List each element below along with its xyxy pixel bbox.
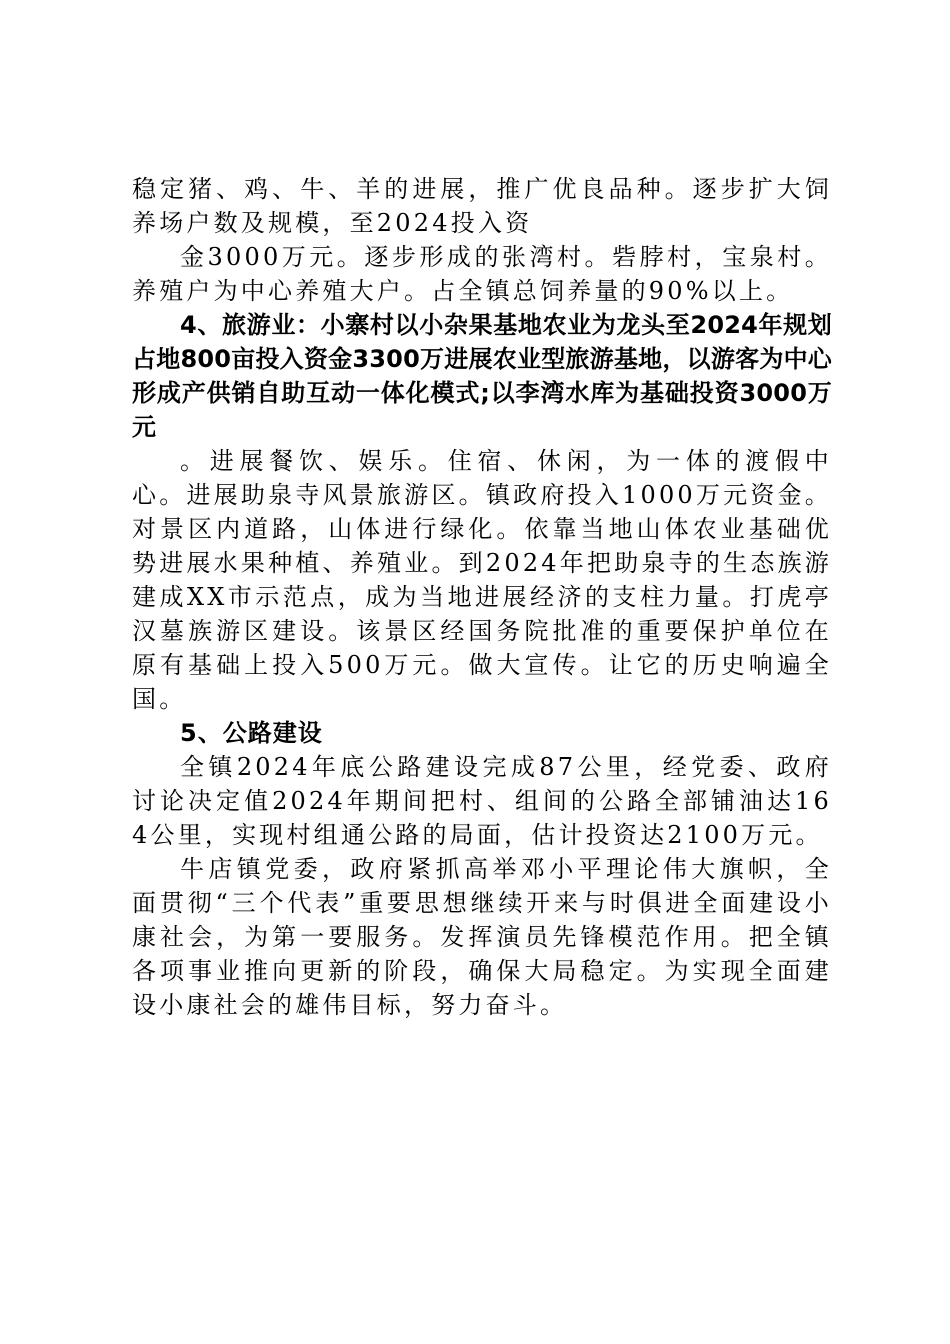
paragraph-conclusion: 牛店镇党委，政府紧抓高举邓小平理论伟大旗帜，全面贯彻“三个代表”重要思想继续开来与时俱进全面建设小康社会，为第一要服务。发挥演员先锋模范作用。把全镇各项事业推向更新的阶段，确保大局稳定。为实现全面建设小康社会的雄伟目标，努力奋斗。	[132, 855, 832, 1019]
document-body	[132, 172, 832, 1022]
paragraph-livestock-continued: 稳定猪、鸡、牛、羊的进展，推广优良品种。逐步扩大饲养场户数及规模，至2024投入资	[132, 175, 832, 237]
paragraph-investment: 金3000万元。逐步形成的张湾村。砦脖村，宝泉村。养殖户为中心养殖大户。占全镇总饲养量的90%以上。	[132, 243, 832, 305]
paragraph-tourism-detail: 。进展餐饮、娱乐。住宿、休闲，为一体的渡假中心。进展助泉寺风景旅游区。镇政府投入1000万元资金。对景区内道路，山体进行绿化。依靠当地山体农业基础优势进展水果种植、养殖业。到2024年把助泉寺的生态族游建成XX市示范点，成为当地进展经济的支柱力量。打虎亭汉墓族游区建设。该景区经国务院批准的重要保护单位在原有基础上投入500万元。做大宣传。让它的历史响遍全国。	[132, 447, 832, 713]
section-heading-road-construction: 5、公路建设	[180, 719, 323, 747]
paragraph-tourism-heading: 4、旅游业：小寨村以小杂果基地农业为龙头至2024年规划占地800亩投入资金3300万进展农业型旅游基地，以游客为中心形成产供销自助互动一体化模式;以李湾水库为基础投资3000万元	[132, 311, 832, 441]
paragraph-road-construction: 全镇2024年底公路建设完成87公里，经党委、政府讨论决定值2024年期间把村、组间的公路全部铺油达164公里，实现村组通公路的局面，估计投资达2100万元。	[132, 753, 832, 849]
